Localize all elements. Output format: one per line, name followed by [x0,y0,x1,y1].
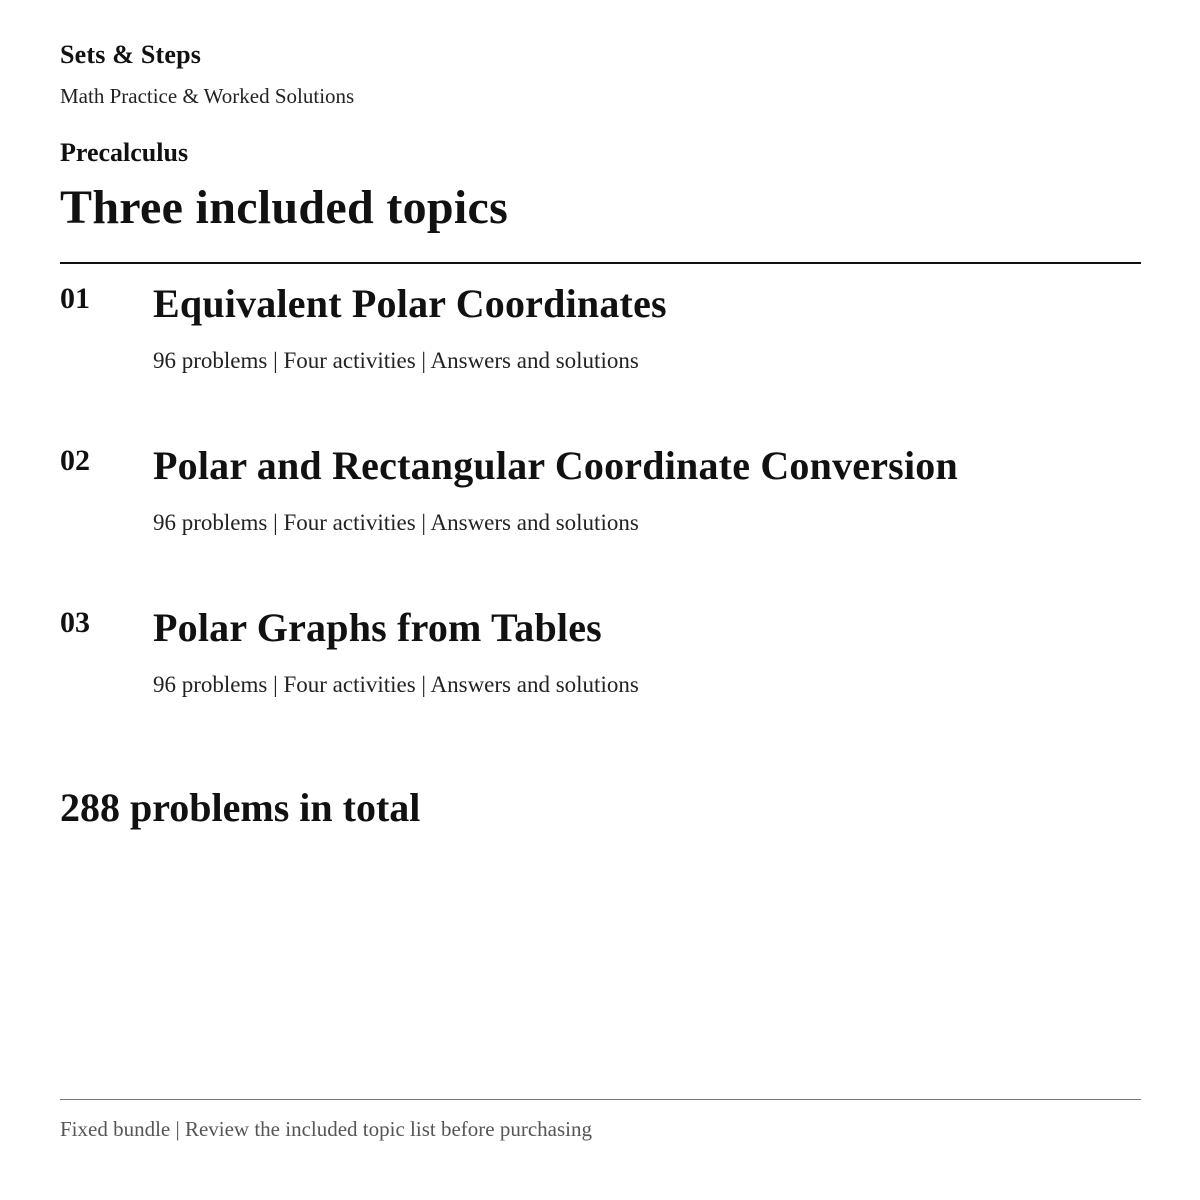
topic-number: 01 [60,282,90,315]
header-divider [60,262,1141,264]
topic-item [60,444,1141,584]
topic-item [60,282,1141,422]
page-title: Three included topics [60,181,509,234]
total-problems: 288 problems in total [60,785,421,830]
topic-title: Polar and Rectangular Coordinate Conversion [153,443,958,488]
topic-meta: 96 problems | Four activities | Answers and solutions [153,510,639,535]
brand-name: Sets & Steps [60,40,202,69]
topic-item [60,606,1141,746]
topic-number: 03 [60,606,90,639]
footer-divider [60,1099,1141,1100]
topic-meta: 96 problems | Four activities | Answers and solutions [153,672,639,697]
topic-number: 02 [60,444,90,477]
subject-label: Precalculus [60,138,189,167]
brand-tagline: Math Practice & Worked Solutions [60,84,355,108]
bundle-page [60,0,1141,1200]
topic-meta: 96 problems | Four activities | Answers and solutions [153,348,639,373]
footer-note: Fixed bundle | Review the included topic list before purchasing [60,1117,592,1141]
topic-title: Equivalent Polar Coordinates [153,281,667,326]
topic-title: Polar Graphs from Tables [153,605,602,650]
